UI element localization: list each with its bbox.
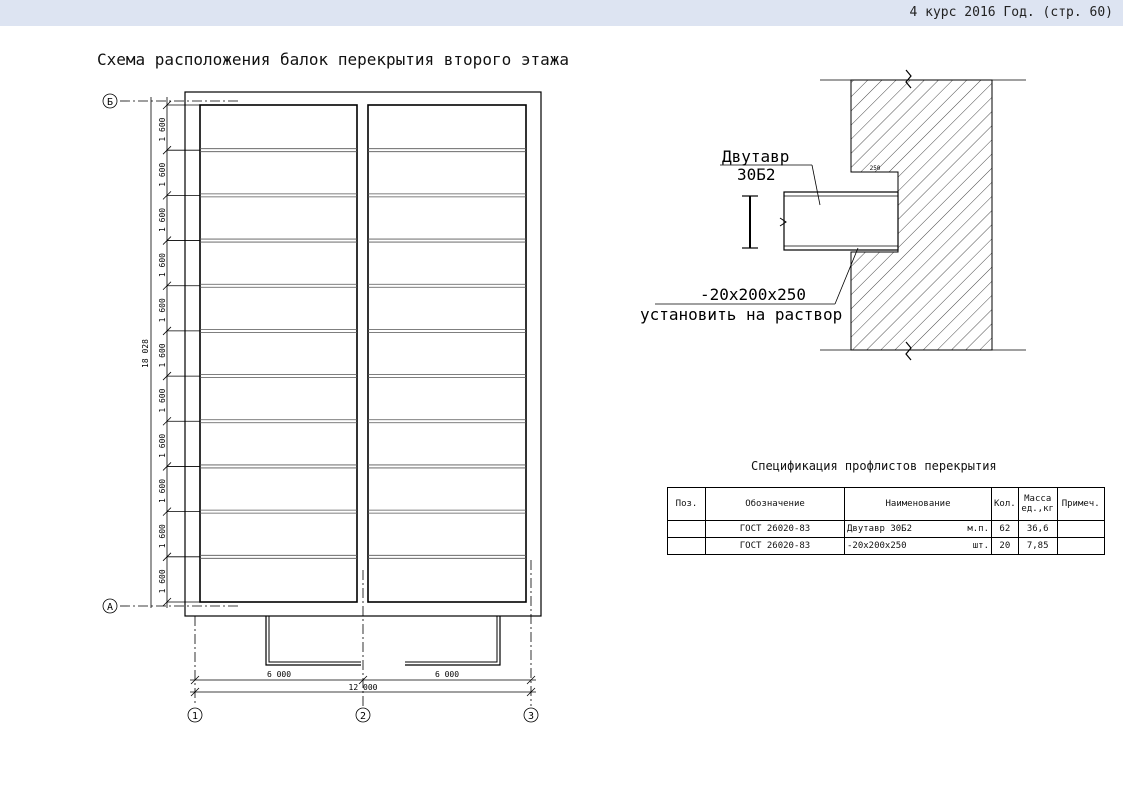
vertical-dim-label: 1 600 [158,298,167,323]
col-code: Обозначение [706,488,845,521]
cell-pos [668,521,706,538]
cell-note [1057,521,1104,538]
detail-dim-250: 250 [869,165,881,172]
col-pos: Поз. [668,488,706,521]
col-mass: Масса ед.,кг [1018,488,1057,521]
cell-name [845,521,992,538]
plate-label-2: установить на раствор [640,305,843,324]
cell-mass: 36,6 [1018,521,1057,538]
cell-code: ГОСТ 26020-83 [706,538,845,555]
cell-qty: 62 [992,521,1019,538]
i-beam-profile [742,196,758,248]
cell-unit: м.п. [967,524,989,534]
vertical-dim-label: 1 600 [158,524,167,549]
cell-unit: шт. [972,541,989,551]
vertical-dim-label: 1 600 [158,207,167,232]
svg-text:3: 3 [527,711,535,722]
cell-note [1057,538,1104,555]
vertical-dim-label: 1 600 [158,117,167,142]
cell-mass: 7,85 [1018,538,1057,555]
left-bay [200,105,357,602]
axis-2 [356,708,370,722]
horizontal-dim-left: 6 000 [266,670,292,679]
cell-name [845,538,992,555]
vertical-dim-label: 1 600 [158,162,167,187]
horizontal-dim-right: 6 000 [434,670,460,679]
beam-lines [200,149,526,559]
cell-qty: 20 [992,538,1019,555]
beam-section [780,192,898,250]
building-outline [185,92,541,616]
page-reference: 4 курс 2016 Год. (стр. 60) [909,5,1113,20]
cell-name-text: -20x200x250 [847,541,907,551]
vertical-dim-label: 1 600 [158,388,167,413]
beam-label-2: 30Б2 [737,165,776,184]
axis-a [103,599,117,613]
vertical-dim-label: 1 600 [158,253,167,278]
vertical-dim-label: 1 600 [158,343,167,368]
table-row [668,521,1105,538]
axis-b [103,94,117,108]
cell-name-text: Двутавр 30Б2 [847,524,913,534]
vertical-dimension-labels [158,117,167,593]
vertical-dim-label: 1 600 [158,569,167,594]
svg-text:1: 1 [191,711,199,722]
axis-1 [188,708,202,722]
col-name: Наименование [845,488,992,521]
specification-table [667,487,1105,555]
vertical-total-dim: 18 028 [141,339,150,368]
axis-3 [524,708,538,722]
spec-title: Спецификация профлистов перекрытия [751,459,997,473]
right-bay [368,105,526,602]
beam-label-1: Двутавр [722,147,790,166]
cell-code: ГОСТ 26020-83 [706,521,845,538]
horizontal-total-dim: 12 000 [348,683,378,692]
cell-pos [668,538,706,555]
scheme-title: Схема расположения балок перекрытия второго этажа [97,50,570,69]
svg-text:А: А [106,602,114,613]
vertical-dim-label: 1 600 [158,433,167,458]
spec-header-row [668,488,1105,521]
annex-outline [266,616,361,665]
table-row [668,538,1105,555]
vertical-dim-label: 1 600 [158,478,167,504]
svg-text:Б: Б [106,97,114,108]
col-note: Примеч. [1057,488,1104,521]
col-qty: Кол. [992,488,1019,521]
plate-label-1: -20x200x250 [700,285,806,304]
svg-text:2: 2 [359,711,367,722]
